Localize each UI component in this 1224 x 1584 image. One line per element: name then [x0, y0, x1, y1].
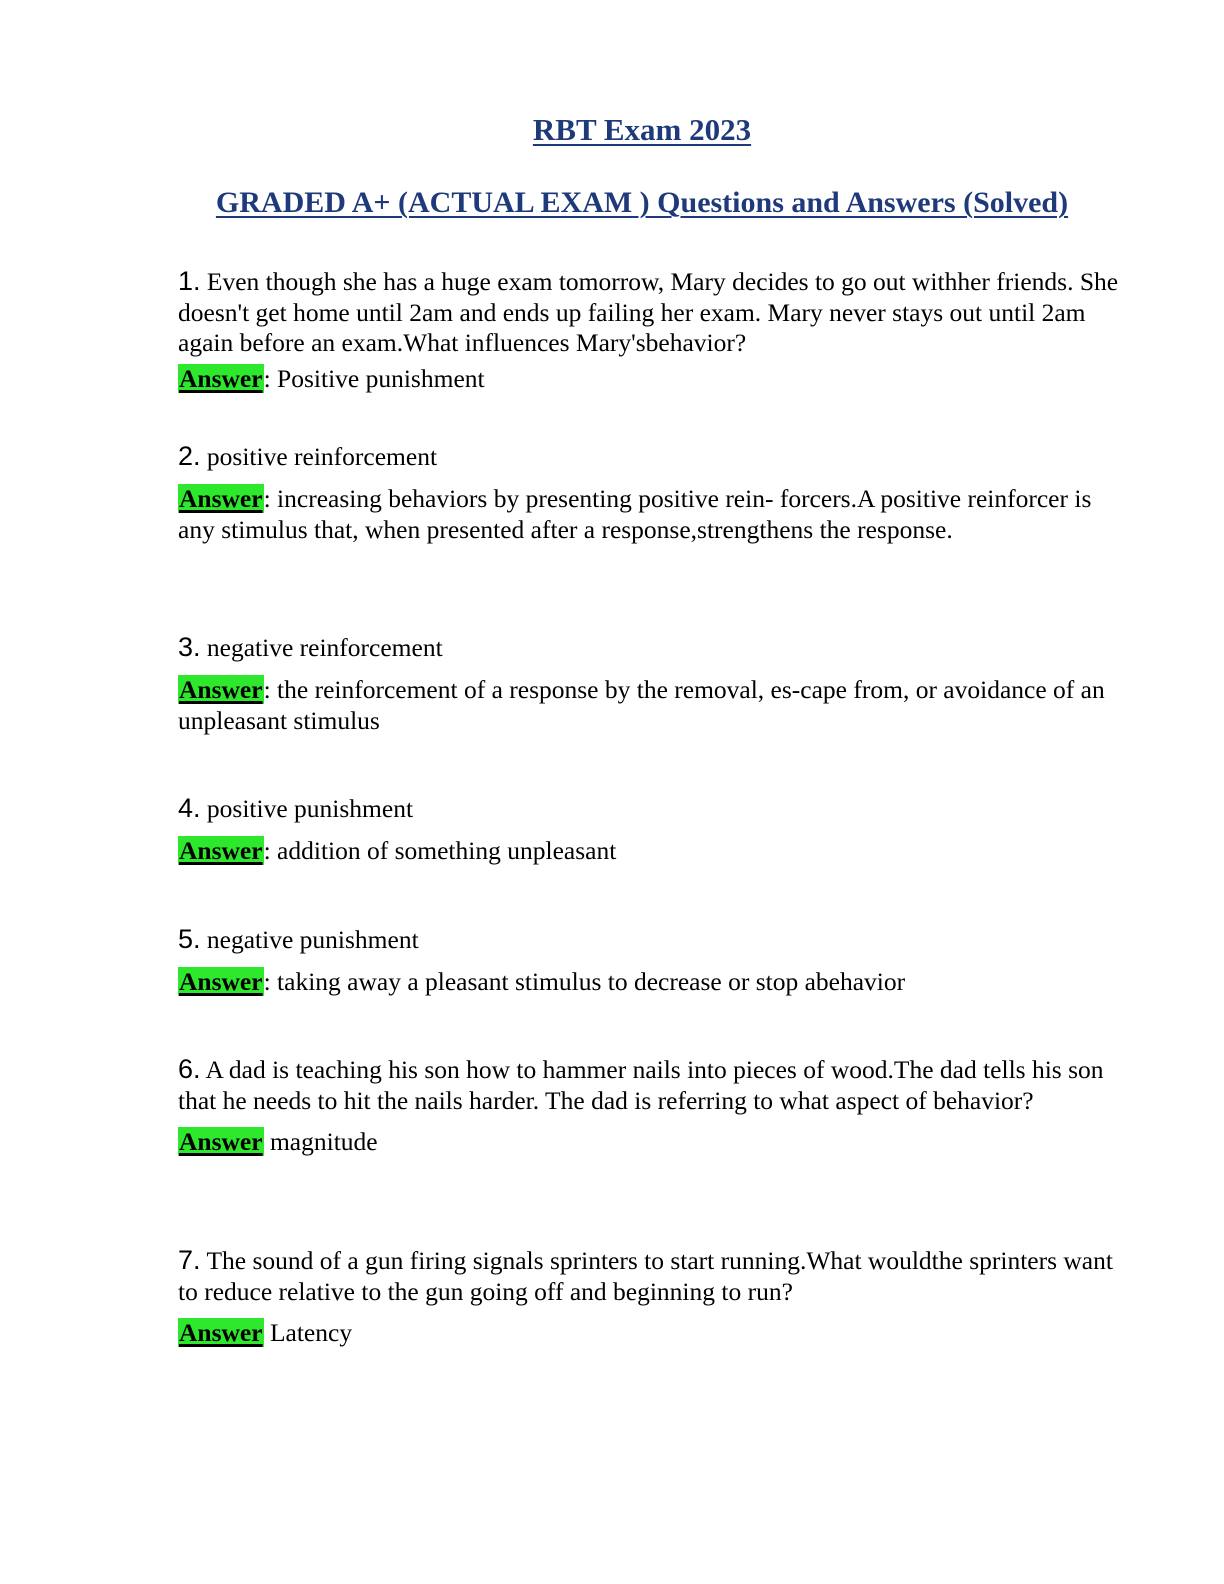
- question-number: 6.: [178, 1054, 201, 1084]
- question-text: positive punishment: [206, 794, 414, 823]
- question-text: Even though she has a huge exam tomorrow, Mary decides to go out withher friends. She doesn't get home until 2am and ends up failing her exam. Mary never stays out until 2am again before an exam.What influences Mary'sbehavior?: [178, 267, 1119, 357]
- answer-separator: :: [263, 835, 271, 865]
- document-subtitle: GRADED A+ (ACTUAL EXAM ) Questions and Answers (Solved): [215, 186, 1069, 219]
- answer-5: [178, 966, 1123, 997]
- answer-1: [178, 363, 1123, 394]
- document-title: RBT Exam 2023: [532, 112, 752, 147]
- answer-6: [178, 1126, 1123, 1157]
- qa-item-7: [178, 1245, 1123, 1348]
- answer-separator: :: [263, 363, 271, 393]
- question-text: negative punishment: [206, 925, 419, 954]
- answer-3: [178, 674, 1123, 736]
- question-number: 5.: [178, 924, 201, 954]
- answer-separator: :: [263, 483, 271, 513]
- answer-separator: :: [263, 966, 271, 996]
- answer-text: Latency: [269, 1318, 353, 1347]
- question-text: negative reinforcement: [206, 633, 443, 662]
- answer-separator: :: [263, 674, 271, 704]
- qa-item-3: [178, 632, 1123, 736]
- question-text: positive reinforcement: [206, 442, 438, 471]
- qa-item-6: [178, 1054, 1123, 1157]
- answer-label: Answer: [179, 835, 263, 865]
- answer-text: increasing behaviors by presenting positive rein- forcers.A positive reinforcer is any stimulus that, when presented after a response,strengthens the response.: [178, 483, 1092, 544]
- question-1: [178, 266, 1123, 359]
- question-text: A dad is teaching his son how to hammer nails into pieces of wood.The dad tells his son that he needs to hit the nails harder. The dad is referring to what aspect of behavior?: [178, 1055, 1104, 1115]
- question-number: 2.: [178, 441, 201, 471]
- answer-text: Positive punishment: [277, 363, 485, 393]
- answer-label: Answer: [179, 1318, 263, 1347]
- answer-7: [178, 1317, 1123, 1348]
- answer-2: [178, 483, 1123, 545]
- answer-text: taking away a pleasant stimulus to decrease or stop abehavior: [277, 966, 906, 996]
- answer-label: Answer: [179, 363, 263, 393]
- qa-item-4: [178, 793, 1123, 866]
- question-number: 4.: [178, 793, 201, 823]
- answer-text: addition of something unpleasant: [277, 835, 617, 865]
- question-4: [178, 793, 1123, 825]
- question-5: [178, 924, 1123, 956]
- answer-4: [178, 835, 1123, 866]
- answer-text: magnitude: [269, 1127, 378, 1156]
- qa-item-1: [178, 266, 1123, 394]
- question-7: [178, 1245, 1123, 1307]
- question-text: The sound of a gun firing signals sprinters to start running.What wouldthe sprinters want to reduce relative to the gun going off and beginning to run?: [178, 1246, 1113, 1306]
- question-6: [178, 1054, 1123, 1116]
- question-number: 1.: [178, 266, 201, 296]
- question-2: [178, 441, 1123, 473]
- answer-text: the reinforcement of a response by the removal, es-cape from, or avoidance of an unpleasant stimulus: [178, 674, 1105, 735]
- answer-label: Answer: [179, 674, 263, 704]
- qa-item-5: [178, 924, 1123, 997]
- answer-label: Answer: [179, 1127, 263, 1156]
- answer-label: Answer: [179, 966, 263, 996]
- answer-label: Answer: [179, 483, 263, 513]
- question-number: 7.: [178, 1245, 201, 1275]
- question-number: 3.: [178, 632, 201, 662]
- qa-item-2: [178, 441, 1123, 545]
- question-3: [178, 632, 1123, 664]
